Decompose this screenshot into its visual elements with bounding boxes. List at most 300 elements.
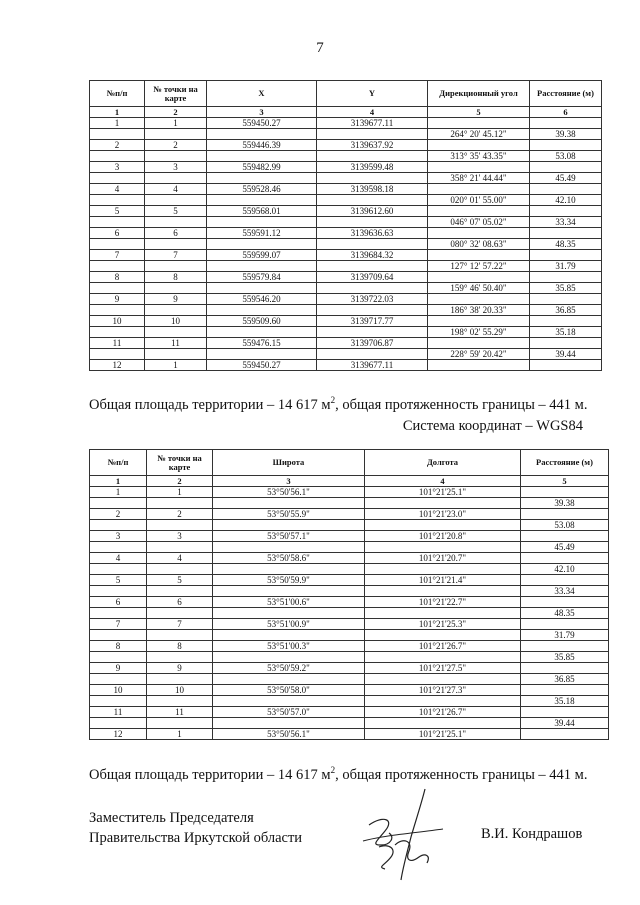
distance-cell: 39.44 — [530, 349, 602, 360]
column-number: 4 — [317, 107, 428, 118]
map-point-cell: 4 — [147, 553, 213, 564]
row-number-cell: 8 — [90, 272, 145, 283]
empty-cell — [213, 674, 365, 685]
row-number-cell: 2 — [90, 140, 145, 151]
totals-text: Общая площадь территории – 14 617 $м^2$, общая протяженность границы – 441 м. — [89, 765, 588, 783]
coordinates-table-msk-body — [90, 118, 602, 371]
empty-cell — [90, 195, 145, 206]
row-number-cell: 3 — [90, 162, 145, 173]
row-number-cell: 7 — [90, 250, 145, 261]
empty-cell — [207, 151, 317, 162]
segment-row — [90, 696, 609, 707]
table-row — [90, 575, 609, 586]
y-cell: 3139706.87 — [317, 338, 428, 349]
table-row — [90, 360, 602, 371]
row-number-cell: 4 — [90, 553, 147, 564]
empty-cell — [521, 685, 609, 696]
distance-cell: 48.35 — [530, 239, 602, 250]
empty-cell — [317, 261, 428, 272]
table-row — [90, 509, 609, 520]
header-number: №п/п — [90, 81, 145, 107]
table-row — [90, 729, 609, 740]
empty-cell — [145, 217, 207, 228]
table-row — [90, 316, 602, 327]
direction-angle-cell: 198° 02' 55.29" — [428, 327, 530, 338]
distance-cell: 39.38 — [521, 498, 609, 509]
segment-row — [90, 217, 602, 228]
empty-cell — [90, 305, 145, 316]
segment-row — [90, 173, 602, 184]
longitude-cell: 101°21'23.0" — [365, 509, 521, 520]
table-row — [90, 707, 609, 718]
longitude-cell: 101°21'25.3" — [365, 619, 521, 630]
map-point-cell: 10 — [147, 685, 213, 696]
empty-cell — [521, 619, 609, 630]
map-point-cell: 9 — [145, 294, 207, 305]
empty-cell — [521, 553, 609, 564]
empty-cell — [428, 184, 530, 195]
distance-cell: 39.38 — [530, 129, 602, 140]
latitude-cell: 53°50'59.2" — [213, 663, 365, 674]
coordinate-system-label: Система координат – WGS84 — [402, 418, 583, 434]
map-point-cell: 1 — [147, 729, 213, 740]
direction-angle-cell: 264° 20' 45.12" — [428, 129, 530, 140]
distance-cell: 48.35 — [521, 608, 609, 619]
empty-cell — [317, 305, 428, 316]
empty-cell — [213, 630, 365, 641]
column-number: 1 — [90, 476, 147, 487]
x-cell: 559528.46 — [207, 184, 317, 195]
empty-cell — [365, 542, 521, 553]
empty-cell — [428, 140, 530, 151]
segment-row — [90, 608, 609, 619]
distance-cell: 31.79 — [521, 630, 609, 641]
map-point-cell: 7 — [147, 619, 213, 630]
map-point-cell: 6 — [145, 228, 207, 239]
coordinates-table-msk — [89, 80, 602, 371]
row-number-cell: 5 — [90, 575, 147, 586]
segment-row — [90, 239, 602, 250]
segment-row — [90, 349, 602, 360]
segment-row — [90, 261, 602, 272]
empty-cell — [530, 162, 602, 173]
empty-cell — [428, 360, 530, 371]
direction-angle-cell: 313° 35' 43.35" — [428, 151, 530, 162]
empty-cell — [207, 349, 317, 360]
table-row — [90, 338, 602, 349]
map-point-cell: 9 — [147, 663, 213, 674]
map-point-cell: 2 — [145, 140, 207, 151]
distance-cell: 33.34 — [521, 586, 609, 597]
empty-cell — [213, 652, 365, 663]
latitude-cell: 53°51'00.6" — [213, 597, 365, 608]
y-cell: 3139612.60 — [317, 206, 428, 217]
empty-cell — [90, 674, 147, 685]
table-row — [90, 531, 609, 542]
latitude-cell: 53°50'58.6" — [213, 553, 365, 564]
x-cell: 559482.99 — [207, 162, 317, 173]
column-number: 2 — [145, 107, 207, 118]
table-row — [90, 294, 602, 305]
map-point-cell: 7 — [145, 250, 207, 261]
distance-cell: 36.85 — [521, 674, 609, 685]
longitude-cell: 101°21'20.7" — [365, 553, 521, 564]
empty-cell — [90, 630, 147, 641]
y-cell: 3139722.03 — [317, 294, 428, 305]
empty-cell — [365, 520, 521, 531]
x-cell: 559579.84 — [207, 272, 317, 283]
handwritten-signature — [355, 785, 450, 885]
header-distance: Расстояние (м) — [521, 450, 609, 476]
empty-cell — [365, 674, 521, 685]
empty-cell — [428, 338, 530, 349]
empty-cell — [530, 272, 602, 283]
row-number-cell: 10 — [90, 316, 145, 327]
table-row — [90, 619, 609, 630]
table-row — [90, 641, 609, 652]
empty-cell — [365, 564, 521, 575]
y-cell: 3139636.63 — [317, 228, 428, 239]
empty-cell — [530, 184, 602, 195]
empty-cell — [90, 261, 145, 272]
x-cell: 559509.60 — [207, 316, 317, 327]
row-number-cell: 6 — [90, 228, 145, 239]
distance-cell: 35.18 — [530, 327, 602, 338]
table-row — [90, 162, 602, 173]
row-number-cell: 10 — [90, 685, 147, 696]
empty-cell — [90, 498, 147, 509]
empty-cell — [145, 261, 207, 272]
distance-cell: 31.79 — [530, 261, 602, 272]
empty-cell — [521, 509, 609, 520]
row-number-cell: 1 — [90, 487, 147, 498]
table-row — [90, 597, 609, 608]
empty-cell — [521, 729, 609, 740]
segment-row — [90, 630, 609, 641]
page-number: 7 — [316, 40, 324, 56]
empty-cell — [428, 206, 530, 217]
y-cell: 3139709.64 — [317, 272, 428, 283]
segment-row — [90, 129, 602, 140]
empty-cell — [90, 217, 145, 228]
distance-cell: 53.08 — [530, 151, 602, 162]
distance-cell: 45.49 — [521, 542, 609, 553]
signatory-position-line: Заместитель Председателя — [89, 810, 254, 826]
longitude-cell: 101°21'22.7" — [365, 597, 521, 608]
empty-cell — [207, 283, 317, 294]
empty-cell — [147, 498, 213, 509]
distance-cell: 36.85 — [530, 305, 602, 316]
table-row — [90, 685, 609, 696]
row-number-cell: 6 — [90, 597, 147, 608]
empty-cell — [317, 327, 428, 338]
table-row — [90, 118, 602, 129]
empty-cell — [428, 228, 530, 239]
empty-cell — [145, 173, 207, 184]
map-point-cell: 4 — [145, 184, 207, 195]
empty-cell — [147, 608, 213, 619]
header-point: № точки на карте — [145, 81, 207, 107]
distance-cell: 42.10 — [521, 564, 609, 575]
empty-cell — [207, 261, 317, 272]
empty-cell — [317, 129, 428, 140]
x-cell: 559450.27 — [207, 118, 317, 129]
x-cell: 559599.07 — [207, 250, 317, 261]
empty-cell — [521, 487, 609, 498]
signatory-position — [89, 808, 302, 848]
empty-cell — [147, 718, 213, 729]
signatory-position-line: Правительства Иркутской области — [89, 830, 303, 846]
row-number-cell: 11 — [90, 338, 145, 349]
distance-cell: 42.10 — [530, 195, 602, 206]
longitude-cell: 101°21'26.7" — [365, 641, 521, 652]
row-number-cell: 1 — [90, 118, 145, 129]
empty-cell — [147, 564, 213, 575]
table-row — [90, 228, 602, 239]
empty-cell — [521, 575, 609, 586]
latitude-cell: 53°51'00.9" — [213, 619, 365, 630]
row-number-cell: 5 — [90, 206, 145, 217]
longitude-cell: 101°21'20.8" — [365, 531, 521, 542]
empty-cell — [213, 498, 365, 509]
table-row — [90, 250, 602, 261]
empty-cell — [90, 151, 145, 162]
empty-cell — [147, 586, 213, 597]
map-point-cell: 1 — [145, 360, 207, 371]
row-number-cell: 12 — [90, 360, 145, 371]
map-point-cell: 11 — [145, 338, 207, 349]
x-cell: 559568.01 — [207, 206, 317, 217]
longitude-cell: 101°21'27.3" — [365, 685, 521, 696]
direction-angle-cell: 358° 21' 44.44" — [428, 173, 530, 184]
latitude-cell: 53°50'59.9" — [213, 575, 365, 586]
empty-cell — [317, 239, 428, 250]
empty-cell — [317, 217, 428, 228]
latitude-cell: 53°50'57.1" — [213, 531, 365, 542]
empty-cell — [90, 564, 147, 575]
empty-cell — [530, 228, 602, 239]
segment-row — [90, 674, 609, 685]
y-cell: 3139637.92 — [317, 140, 428, 151]
column-number: 5 — [521, 476, 609, 487]
latitude-cell: 53°50'56.1" — [213, 729, 365, 740]
empty-cell — [145, 305, 207, 316]
y-cell: 3139684.32 — [317, 250, 428, 261]
coordinates-table-wgs84 — [89, 449, 609, 740]
longitude-cell: 101°21'26.7" — [365, 707, 521, 718]
empty-cell — [90, 129, 145, 140]
segment-row — [90, 542, 609, 553]
x-cell: 559476.15 — [207, 338, 317, 349]
empty-cell — [145, 283, 207, 294]
segment-row — [90, 564, 609, 575]
distance-cell: 35.85 — [530, 283, 602, 294]
table-row — [90, 487, 609, 498]
segment-row — [90, 520, 609, 531]
row-number-cell: 7 — [90, 619, 147, 630]
row-number-cell: 2 — [90, 509, 147, 520]
empty-cell — [365, 586, 521, 597]
map-point-cell: 2 — [147, 509, 213, 520]
segment-row — [90, 718, 609, 729]
longitude-cell: 101°21'27.5" — [365, 663, 521, 674]
header-y: Y — [317, 81, 428, 107]
distance-cell: 35.85 — [521, 652, 609, 663]
map-point-cell: 10 — [145, 316, 207, 327]
column-number: 2 — [147, 476, 213, 487]
empty-cell — [207, 173, 317, 184]
empty-cell — [213, 520, 365, 531]
empty-cell — [428, 272, 530, 283]
empty-cell — [365, 696, 521, 707]
empty-cell — [530, 294, 602, 305]
column-number: 4 — [365, 476, 521, 487]
empty-cell — [145, 151, 207, 162]
empty-cell — [145, 195, 207, 206]
segment-row — [90, 195, 602, 206]
header-distance: Расстояние (м) — [530, 81, 602, 107]
map-point-cell: 1 — [145, 118, 207, 129]
x-cell: 559450.27 — [207, 360, 317, 371]
direction-angle-cell: 020° 01' 55.00" — [428, 195, 530, 206]
empty-cell — [365, 630, 521, 641]
empty-cell — [147, 652, 213, 663]
row-number-cell: 9 — [90, 294, 145, 305]
empty-cell — [428, 294, 530, 305]
segment-row — [90, 305, 602, 316]
empty-cell — [365, 718, 521, 729]
header-x: X — [207, 81, 317, 107]
empty-cell — [90, 608, 147, 619]
direction-angle-cell: 080° 32' 08.63" — [428, 239, 530, 250]
longitude-cell: 101°21'25.1" — [365, 487, 521, 498]
empty-cell — [521, 531, 609, 542]
empty-cell — [90, 349, 145, 360]
segment-row — [90, 327, 602, 338]
latitude-cell: 53°51'00.3" — [213, 641, 365, 652]
empty-cell — [147, 674, 213, 685]
empty-cell — [90, 696, 147, 707]
empty-cell — [213, 718, 365, 729]
empty-cell — [521, 641, 609, 652]
segment-row — [90, 652, 609, 663]
direction-angle-cell: 127° 12' 57.22" — [428, 261, 530, 272]
distance-cell: 39.44 — [521, 718, 609, 729]
segment-row — [90, 151, 602, 162]
map-point-cell: 8 — [145, 272, 207, 283]
empty-cell — [90, 520, 147, 531]
y-cell: 3139599.48 — [317, 162, 428, 173]
segment-row — [90, 498, 609, 509]
y-cell: 3139677.11 — [317, 118, 428, 129]
empty-cell — [145, 239, 207, 250]
header-longitude: Долгота — [365, 450, 521, 476]
empty-cell — [530, 360, 602, 371]
row-number-cell: 11 — [90, 707, 147, 718]
empty-cell — [428, 118, 530, 129]
latitude-cell: 53°50'58.0" — [213, 685, 365, 696]
map-point-cell: 1 — [147, 487, 213, 498]
empty-cell — [317, 151, 428, 162]
empty-cell — [365, 498, 521, 509]
empty-cell — [428, 316, 530, 327]
column-number: 5 — [428, 107, 530, 118]
empty-cell — [90, 718, 147, 729]
empty-cell — [530, 206, 602, 217]
distance-cell: 53.08 — [521, 520, 609, 531]
empty-cell — [213, 608, 365, 619]
empty-cell — [145, 129, 207, 140]
row-number-cell: 4 — [90, 184, 145, 195]
map-point-cell: 5 — [147, 575, 213, 586]
latitude-cell: 53°50'55.9" — [213, 509, 365, 520]
header-direction-angle: Дирекционный угол — [428, 81, 530, 107]
empty-cell — [207, 217, 317, 228]
header-latitude: Широта — [213, 450, 365, 476]
x-cell: 559591.12 — [207, 228, 317, 239]
empty-cell — [145, 327, 207, 338]
table-row — [90, 553, 609, 564]
empty-cell — [147, 696, 213, 707]
row-number-cell: 9 — [90, 663, 147, 674]
distance-cell: 33.34 — [530, 217, 602, 228]
distance-cell: 45.49 — [530, 173, 602, 184]
empty-cell — [530, 316, 602, 327]
direction-angle-cell: 186° 38' 20.33" — [428, 305, 530, 316]
empty-cell — [428, 250, 530, 261]
map-point-cell: 5 — [145, 206, 207, 217]
empty-cell — [207, 129, 317, 140]
empty-cell — [90, 652, 147, 663]
latitude-cell: 53°50'57.0" — [213, 707, 365, 718]
column-number: 1 — [90, 107, 145, 118]
empty-cell — [521, 663, 609, 674]
table-row — [90, 663, 609, 674]
empty-cell — [90, 283, 145, 294]
empty-cell — [428, 162, 530, 173]
empty-cell — [365, 652, 521, 663]
empty-cell — [213, 564, 365, 575]
empty-cell — [90, 173, 145, 184]
empty-cell — [530, 250, 602, 261]
empty-cell — [147, 520, 213, 531]
empty-cell — [207, 305, 317, 316]
segment-row — [90, 586, 609, 597]
empty-cell — [317, 283, 428, 294]
longitude-cell: 101°21'21.4" — [365, 575, 521, 586]
table-row — [90, 140, 602, 151]
column-number: 3 — [213, 476, 365, 487]
map-point-cell: 3 — [147, 531, 213, 542]
map-point-cell: 11 — [147, 707, 213, 718]
header-number: №п/п — [90, 450, 147, 476]
empty-cell — [147, 630, 213, 641]
column-number: 6 — [530, 107, 602, 118]
empty-cell — [317, 173, 428, 184]
column-number: 3 — [207, 107, 317, 118]
table-row — [90, 272, 602, 283]
table-row — [90, 206, 602, 217]
map-point-cell: 8 — [147, 641, 213, 652]
x-cell: 559446.39 — [207, 140, 317, 151]
coordinates-table-wgs84-body — [90, 487, 609, 740]
y-cell: 3139598.18 — [317, 184, 428, 195]
empty-cell — [530, 140, 602, 151]
signatory-name: В.И. Кондрашов — [481, 826, 583, 842]
distance-cell: 35.18 — [521, 696, 609, 707]
empty-cell — [147, 542, 213, 553]
direction-angle-cell: 228° 59' 20.42" — [428, 349, 530, 360]
